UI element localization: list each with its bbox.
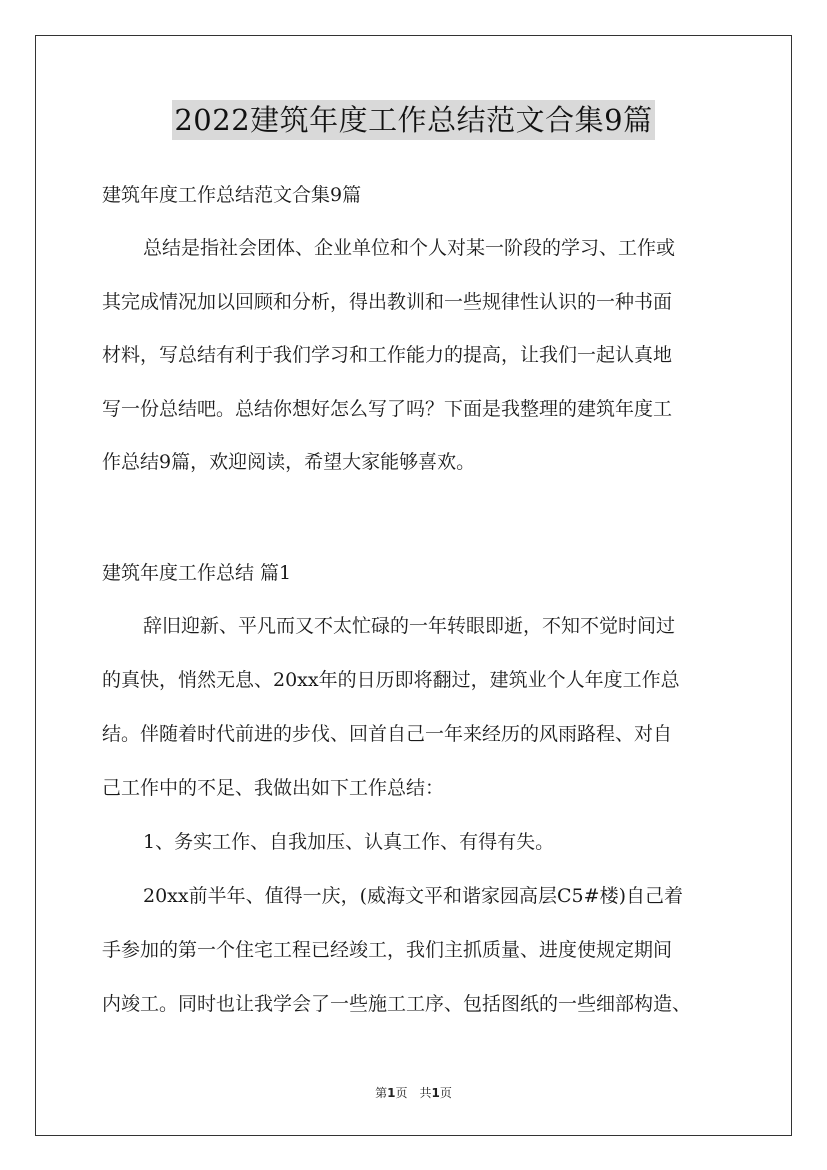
document-title: 2022建筑年度工作总结范文合集9篇	[172, 100, 654, 140]
section-heading: 建筑年度工作总结 篇1	[102, 562, 292, 584]
body-line-6: 20xx前半年、值得一庆，(威海文平和谐家园高层C5#楼)自己着	[143, 885, 683, 907]
footer-mid: 页 共	[395, 1086, 432, 1100]
intro-line-3: 材料，写总结有利于我们学习和工作能力的提高，让我们一起认真地	[102, 344, 673, 366]
body-line-7: 手参加的第一个住宅工程已经竣工，我们主抓质量、进度使规定期间	[102, 939, 673, 961]
title-container	[0, 100, 827, 140]
body-line-5: 1、务实工作、自我加压、认真工作、有得有失。	[143, 831, 555, 853]
footer-suffix: 页	[439, 1086, 452, 1100]
document-subtitle: 建筑年度工作总结范文合集9篇	[102, 184, 362, 206]
page-footer	[0, 1085, 827, 1101]
footer-total-pages: 1	[431, 1086, 440, 1100]
body-line-1: 辞旧迎新、平凡而又不太忙碌的一年转眼即逝，不知不觉时间过	[143, 615, 676, 637]
intro-line-2: 其完成情况加以回顾和分析，得出教训和一些规律性认识的一种书面	[102, 291, 673, 313]
intro-line-1: 总结是指社会团体、企业单位和个人对某一阶段的学习、工作或	[143, 237, 676, 259]
body-line-2: 的真快，悄然无息、20xx年的日历即将翻过，建筑业个人年度工作总	[102, 669, 680, 691]
footer-page-number: 1	[387, 1086, 396, 1100]
intro-line-4: 写一份总结吧。总结你想好怎么写了吗？下面是我整理的建筑年度工	[102, 398, 673, 420]
footer-prefix: 第	[375, 1086, 388, 1100]
body-line-3: 结。伴随着时代前进的步伐、回首自己一年来经历的风雨路程、对自	[102, 723, 673, 745]
body-line-8: 内竣工。同时也让我学会了一些施工工序、包括图纸的一些细部构造、	[102, 993, 692, 1015]
body-line-4: 己工作中的不足、我做出如下工作总结：	[102, 777, 445, 799]
intro-line-5: 作总结9篇，欢迎阅读，希望大家能够喜欢。	[102, 451, 476, 473]
